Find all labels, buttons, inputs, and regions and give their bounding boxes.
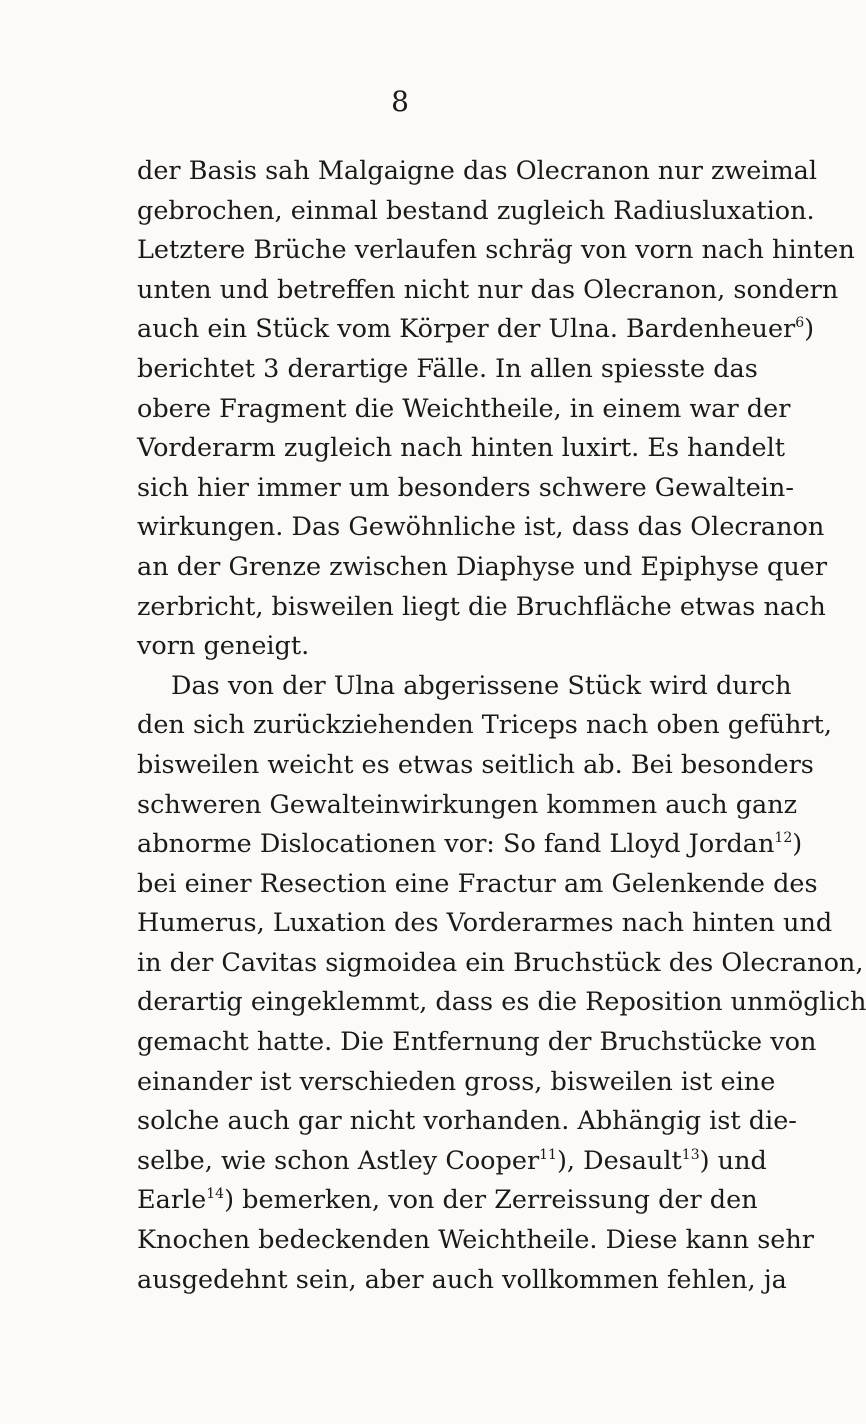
text-segment: Earle bbox=[137, 1185, 207, 1216]
text-line bbox=[137, 786, 798, 826]
text-segment: berichtet 3 derartige Fälle. In allen spiesste das bbox=[137, 353, 758, 384]
footnote-ref: 6 bbox=[795, 315, 805, 332]
footnote-ref: 14 bbox=[206, 1186, 225, 1203]
footnote-ref: 13 bbox=[681, 1146, 700, 1163]
text-segment: derartig eingeklemmt, dass es die Reposition unmöglich bbox=[137, 987, 866, 1018]
text-line bbox=[137, 667, 792, 707]
text-line bbox=[137, 310, 815, 350]
footnote-ref: 12 bbox=[774, 830, 793, 847]
page-number: 8 bbox=[391, 85, 409, 118]
text-line bbox=[137, 904, 833, 944]
text-segment: solche auch gar nicht vorhanden. Abhängig ist die- bbox=[137, 1106, 797, 1137]
text-line bbox=[137, 350, 758, 390]
text-segment: der Basis sah Malgaigne das Olecranon nur zweimal bbox=[137, 156, 818, 186]
text-line bbox=[137, 1063, 776, 1103]
text-line bbox=[137, 390, 791, 430]
text-line bbox=[137, 1221, 814, 1261]
text-segment: obere Fragment die Weichtheile, in einem war der bbox=[137, 393, 791, 424]
text-segment: schweren Gewalteinwirkungen kommen auch ganz bbox=[137, 789, 798, 820]
text-segment: Vorderarm zugleich nach hinten luxirt. Es handelt bbox=[137, 433, 786, 464]
text-line bbox=[137, 271, 839, 311]
text-line bbox=[137, 1023, 817, 1063]
text-segment: ) bbox=[804, 314, 815, 345]
text-segment: Das von der Ulna abgerissene Stück wird durch bbox=[171, 670, 792, 701]
text-segment: bei einer Resection eine Fractur am Gelenkende des bbox=[137, 868, 818, 899]
text-line bbox=[137, 231, 855, 271]
text-segment: gebrochen, einmal bestand zugleich Radiusluxation. bbox=[137, 195, 815, 226]
body-text bbox=[137, 152, 866, 1300]
text-line bbox=[137, 825, 803, 865]
text-line bbox=[137, 627, 751, 667]
text-segment: sich hier immer um besonders schwere Gewaltein- bbox=[137, 472, 794, 503]
text-segment: ) bbox=[792, 829, 803, 860]
text-segment: bisweilen weicht es etwas seitlich ab. Bei besonders bbox=[137, 749, 814, 780]
text-segment: Humerus, Luxation des Vorderarmes nach hinten und bbox=[137, 908, 833, 939]
footnote-ref: 11 bbox=[539, 1146, 557, 1163]
text-segment: Letztere Brüche verlaufen schräg von vorn nach hinten bbox=[137, 235, 855, 266]
text-segment: den sich zurückziehenden Triceps nach oben geführt, bbox=[137, 710, 832, 741]
text-line bbox=[137, 152, 818, 192]
text-line bbox=[137, 469, 794, 509]
text-segment: selbe, wie schon Astley Cooper bbox=[137, 1145, 540, 1176]
text-line bbox=[137, 508, 825, 548]
text-line bbox=[137, 548, 828, 588]
text-segment: ), Desault bbox=[556, 1145, 682, 1176]
text-segment: abnorme Dislocationen vor: So fand Lloyd Jordan bbox=[137, 829, 775, 860]
text-line bbox=[137, 983, 866, 1023]
text-segment: vorn geneigt. bbox=[137, 631, 310, 662]
text-line bbox=[137, 1102, 797, 1142]
text-segment: an der Grenze zwischen Diaphyse und Epiphyse quer bbox=[137, 551, 828, 582]
text-line bbox=[137, 1142, 767, 1182]
text-segment: ausgedehnt sein, aber auch vollkommen fehlen, ja bbox=[137, 1264, 787, 1295]
text-line bbox=[137, 865, 818, 905]
text-segment: zerbricht, bisweilen liegt die Bruchfläche etwas nach bbox=[137, 591, 826, 622]
text-line bbox=[137, 706, 832, 746]
text-line bbox=[137, 944, 864, 984]
text-segment: Knochen bedeckenden Weichtheile. Diese kann sehr bbox=[137, 1225, 814, 1256]
text-line bbox=[137, 588, 826, 628]
text-line bbox=[137, 192, 815, 232]
text-line bbox=[137, 746, 814, 786]
text-line bbox=[137, 1261, 787, 1301]
text-segment: wirkungen. Das Gewöhnliche ist, dass das Olecranon bbox=[137, 512, 825, 543]
text-segment: unten und betreffen nicht nur das Olecranon, sondern bbox=[137, 274, 839, 305]
text-segment: ) und bbox=[699, 1145, 767, 1176]
text-line bbox=[137, 1181, 758, 1221]
text-segment: in der Cavitas sigmoidea ein Bruchstück des Olecranon, bbox=[137, 947, 864, 978]
text-segment: ) bemerken, von der Zerreissung der den bbox=[224, 1185, 758, 1216]
text-segment: einander ist verschieden gross, bisweilen ist eine bbox=[137, 1066, 776, 1097]
text-segment: auch ein Stück vom Körper der Ulna. Bardenheuer bbox=[137, 314, 796, 345]
text-segment: gemacht hatte. Die Entfernung der Bruchstücke von bbox=[137, 1027, 817, 1058]
text-line bbox=[137, 429, 786, 469]
